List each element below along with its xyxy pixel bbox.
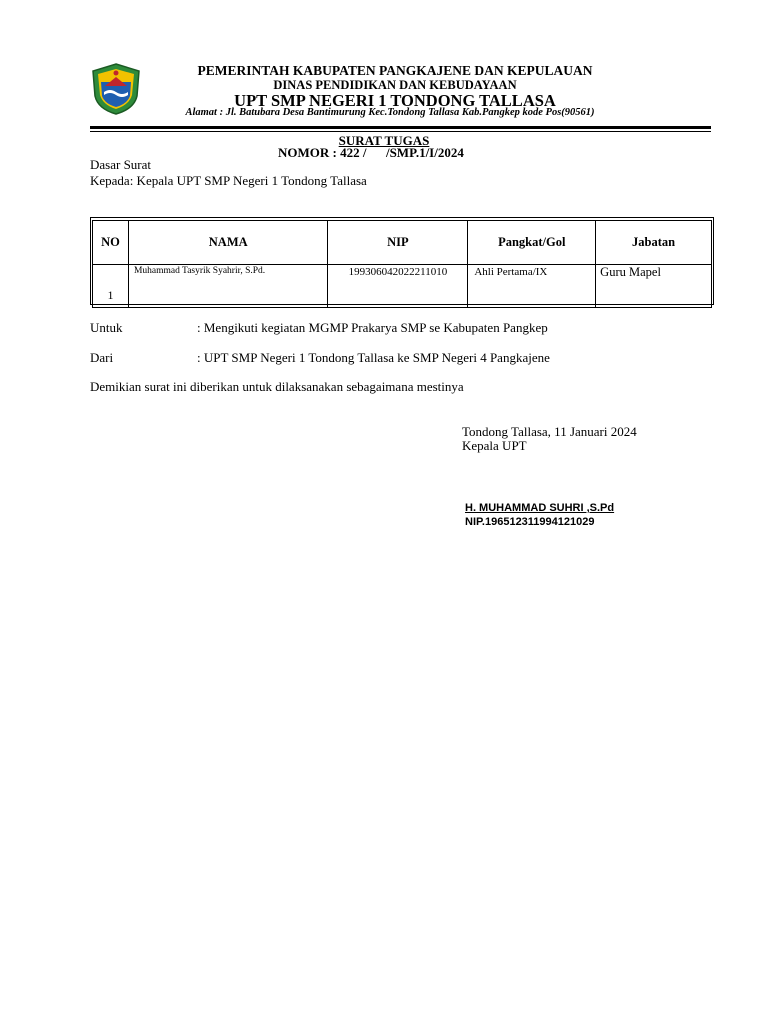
origin-value: : UPT SMP Negeri 1 Tondong Tallasa ke SMP Negeri 4 Pangkajene	[197, 350, 550, 365]
origin-label: Dari	[90, 350, 114, 365]
cell-jabatan: Guru Mapel	[596, 265, 712, 308]
table-row	[93, 265, 712, 308]
letter-title: SURAT TUGAS	[338, 133, 430, 148]
header-divider-thick	[90, 126, 711, 129]
header-address: Alamat : Jl. Batubara Desa Bantimurung Kec.Tondong Tallasa Kab.Pangkep kode Pos(90561)	[185, 107, 595, 118]
place-date: Tondong Tallasa, 11 Januari 2024	[462, 424, 637, 439]
signer-name: H. MUHAMMAD SUHRI ,S.Pd	[465, 502, 615, 514]
header-school-name: UPT SMP NEGERI 1 TONDONG TALLASA	[234, 91, 556, 110]
cell-no: 1	[93, 265, 129, 308]
signer-nip: NIP.196512311994121029	[465, 516, 595, 528]
header-nip: NIP	[328, 221, 468, 265]
header-divider-thin	[90, 131, 711, 132]
cell-nip: 199306042022211010	[328, 265, 468, 308]
letter-basis: Dasar Surat	[90, 157, 152, 172]
header-pangkat: Pangkat/Gol	[468, 221, 596, 265]
purpose-value: : Mengikuti kegiatan MGMP Prakarya SMP se Kabupaten Pangkep	[197, 320, 548, 335]
letter-number: NOMOR : 422 / /SMP.1/I/2024	[278, 145, 464, 160]
purpose-label: Untuk	[90, 320, 123, 335]
cell-nama: Muhammad Tasyrik Syahrir, S.Pd.	[128, 265, 328, 308]
assignee-table	[92, 220, 712, 308]
header-department-line: DINAS PENDIDIKAN DAN KEBUDAYAAN	[273, 78, 517, 92]
table-header-row	[93, 221, 712, 265]
header-jabatan: Jabatan	[596, 221, 712, 265]
header-government-line: PEMERINTAH KABUPATEN PANGKAJENE DAN KEPULAUAN	[197, 63, 593, 78]
signer-position: Kepala UPT	[462, 438, 527, 453]
cell-pangkat: Ahli Pertama/IX	[468, 265, 596, 308]
header-nama: NAMA	[128, 221, 328, 265]
closing-statement: Demikian surat ini diberikan untuk dilaksanakan sebagaimana mestinya	[90, 379, 464, 394]
header-no: NO	[93, 221, 129, 265]
letter-recipient: Kepada: Kepala UPT SMP Negeri 1 Tondong Tallasa	[90, 173, 367, 188]
